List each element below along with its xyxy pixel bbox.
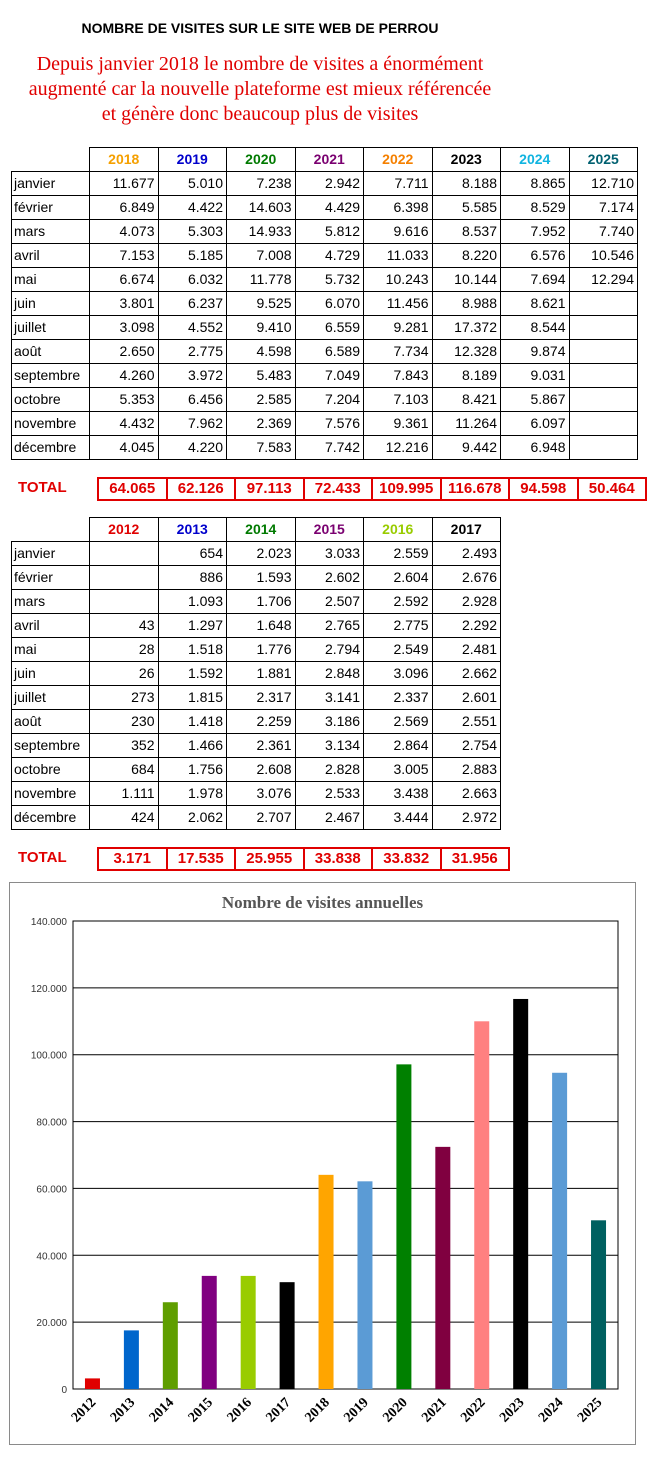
y-tick-label: 80.000	[36, 1117, 67, 1129]
table-cell: 2.602	[295, 566, 364, 590]
table-cell: 4.073	[90, 220, 159, 244]
table-cell: 43	[90, 614, 159, 638]
table-cell: 7.734	[364, 340, 433, 364]
table-cell: 654	[158, 542, 227, 566]
bar	[357, 1181, 372, 1389]
table-cell: 6.237	[158, 292, 227, 316]
subtitle-line: Depuis janvier 2018 le nombre de visites a énormément	[36, 53, 484, 75]
table-cell: 2.928	[432, 590, 501, 614]
table-cell: 2.023	[227, 542, 296, 566]
table-cell: 4.429	[295, 196, 364, 220]
table-cell: 2.493	[432, 542, 501, 566]
table-cell: 2.533	[295, 782, 364, 806]
table-cell: 2.507	[295, 590, 364, 614]
table-cell: 2.775	[364, 614, 433, 638]
table-cell: 6.456	[158, 388, 227, 412]
table-cell: 7.576	[295, 412, 364, 436]
table-cell: 2.559	[364, 542, 433, 566]
table-cell: 2.765	[295, 614, 364, 638]
table-cell: 2.972	[432, 806, 501, 830]
total-cell: 64.065	[98, 478, 167, 500]
table-cell: 12.710	[569, 172, 638, 196]
table-cell: 7.694	[501, 268, 570, 292]
table-cell: 4.220	[158, 436, 227, 460]
month-label: novembre	[12, 412, 90, 436]
table-cell: 2.828	[295, 758, 364, 782]
table-cell: 3.186	[295, 710, 364, 734]
table-cell: 2.569	[364, 710, 433, 734]
table-cell: 2.259	[227, 710, 296, 734]
y-tick-label: 20.000	[36, 1318, 67, 1330]
table-cell: 6.559	[295, 316, 364, 340]
table-cell: 9.281	[364, 316, 433, 340]
table-cell: 6.576	[501, 244, 570, 268]
x-tick-label: 2013	[107, 1395, 139, 1426]
table-cell: 3.098	[90, 316, 159, 340]
total-cell: 33.838	[304, 848, 373, 870]
table-cell: 7.742	[295, 436, 364, 460]
table-cell: 7.049	[295, 364, 364, 388]
table-cell: 3.096	[364, 662, 433, 686]
bar	[163, 1302, 178, 1389]
table-cell: 7.153	[90, 244, 159, 268]
x-tick-label: 2017	[263, 1395, 294, 1426]
month-label: janvier	[12, 172, 90, 196]
table-cell: 9.874	[501, 340, 570, 364]
table-cell: 2.369	[227, 412, 296, 436]
table-cell: 14.933	[227, 220, 296, 244]
year-header: 2019	[158, 148, 227, 172]
table-cell: 8.988	[432, 292, 501, 316]
table-cell: 9.525	[227, 292, 296, 316]
table-cell: 1.592	[158, 662, 227, 686]
year-header: 2012	[90, 518, 159, 542]
table-cell: 2.292	[432, 614, 501, 638]
table-cell: 6.097	[501, 412, 570, 436]
table-cell: 17.372	[432, 316, 501, 340]
total-label-2: TOTAL	[18, 849, 67, 866]
table-cell: 2.317	[227, 686, 296, 710]
table-cell: 7.008	[227, 244, 296, 268]
table-cell: 7.238	[227, 172, 296, 196]
x-tick-label: 2016	[224, 1395, 256, 1426]
table-cell: 9.616	[364, 220, 433, 244]
table-cell: 28	[90, 638, 159, 662]
chart-title: Nombre de visites annuelles	[221, 893, 424, 912]
plot-area	[73, 921, 618, 1389]
month-label: juillet	[12, 316, 90, 340]
table-cell: 8.544	[501, 316, 570, 340]
year-header: 2023	[432, 148, 501, 172]
x-tick-label: 2024	[536, 1395, 567, 1426]
total-cell: 97.113	[235, 478, 304, 500]
bar	[241, 1276, 256, 1389]
table-cell: 10.144	[432, 268, 501, 292]
table-cell: 2.848	[295, 662, 364, 686]
table-cell: 2.662	[432, 662, 501, 686]
table-cell: 2.337	[364, 686, 433, 710]
table-cell: 5.353	[90, 388, 159, 412]
x-tick-label: 2021	[419, 1395, 450, 1426]
table-cell: 11.677	[90, 172, 159, 196]
table-cell: 5.812	[295, 220, 364, 244]
table-cell: 7.103	[364, 388, 433, 412]
table-cell: 1.518	[158, 638, 227, 662]
table-cell: 6.849	[90, 196, 159, 220]
month-label: mars	[12, 590, 90, 614]
table-cell: 5.585	[432, 196, 501, 220]
year-header: 2018	[90, 148, 159, 172]
table-cell: 14.603	[227, 196, 296, 220]
table-cell: 1.978	[158, 782, 227, 806]
table-cell: 1.881	[227, 662, 296, 686]
table-cell: 7.843	[364, 364, 433, 388]
year-header: 2025	[569, 148, 638, 172]
month-label: novembre	[12, 782, 90, 806]
bar	[591, 1220, 606, 1389]
table-cell: 1.093	[158, 590, 227, 614]
table-cell: 6.070	[295, 292, 364, 316]
month-label: mai	[12, 638, 90, 662]
table-cell: 6.032	[158, 268, 227, 292]
table-cell: 2.663	[432, 782, 501, 806]
table-cell: 9.361	[364, 412, 433, 436]
table-cell: 7.583	[227, 436, 296, 460]
month-label: octobre	[12, 758, 90, 782]
table-cell: 7.740	[569, 220, 638, 244]
total-cell: 25.955	[235, 848, 304, 870]
table-cell: 2.775	[158, 340, 227, 364]
y-tick-label: 140.000	[30, 917, 67, 928]
y-tick-label: 100.000	[30, 1050, 67, 1062]
table-cell: 2.361	[227, 734, 296, 758]
table-cell: 8.421	[432, 388, 501, 412]
table-cell: 3.033	[295, 542, 364, 566]
table-cell: 3.141	[295, 686, 364, 710]
table-cell: 1.466	[158, 734, 227, 758]
table-cell: 9.410	[227, 316, 296, 340]
table-cell: 7.962	[158, 412, 227, 436]
year-header: 2024	[501, 148, 570, 172]
total-cell: 116.678	[441, 478, 510, 500]
table-cell: 5.732	[295, 268, 364, 292]
table-cell: 886	[158, 566, 227, 590]
table-cell: 12.216	[364, 436, 433, 460]
table-cell: 7.711	[364, 172, 433, 196]
table-cell: 2.551	[432, 710, 501, 734]
table-cell: 2.592	[364, 590, 433, 614]
year-header: 2013	[158, 518, 227, 542]
total-cell: 3.171	[98, 848, 167, 870]
table-cell: 2.942	[295, 172, 364, 196]
month-label: février	[12, 566, 90, 590]
table-cell: 3.134	[295, 734, 364, 758]
table-cell: 230	[90, 710, 159, 734]
table-cell: 3.444	[364, 806, 433, 830]
total-cell: 72.433	[304, 478, 373, 500]
table-cell: 4.045	[90, 436, 159, 460]
month-label: juillet	[12, 686, 90, 710]
year-header: 2015	[295, 518, 364, 542]
table-cell: 1.418	[158, 710, 227, 734]
table-cell: 7.174	[569, 196, 638, 220]
table-cell: 3.076	[227, 782, 296, 806]
month-label: avril	[12, 614, 90, 638]
bar	[435, 1147, 450, 1389]
table-cell: 11.033	[364, 244, 433, 268]
table-cell: 8.621	[501, 292, 570, 316]
table-cell: 3.972	[158, 364, 227, 388]
bar	[319, 1175, 334, 1389]
table-cell: 8.529	[501, 196, 570, 220]
table-cell: 2.676	[432, 566, 501, 590]
y-tick-label: 120.000	[30, 983, 67, 995]
year-header: 2022	[364, 148, 433, 172]
table-cell: 6.948	[501, 436, 570, 460]
month-label: janvier	[12, 542, 90, 566]
table-cell: 2.062	[158, 806, 227, 830]
table-cell: 4.552	[158, 316, 227, 340]
table-cell: 4.598	[227, 340, 296, 364]
month-label: avril	[12, 244, 90, 268]
total-cell: 33.832	[372, 848, 441, 870]
bar	[280, 1282, 295, 1389]
bar	[85, 1378, 100, 1389]
table-cell: 12.328	[432, 340, 501, 364]
table-cell: 1.111	[90, 782, 159, 806]
bar	[552, 1073, 567, 1389]
bar	[124, 1330, 139, 1389]
y-tick-label: 40.000	[36, 1251, 67, 1263]
total-label-1: TOTAL	[18, 479, 67, 496]
table-cell: 5.867	[501, 388, 570, 412]
month-label: septembre	[12, 364, 90, 388]
table-cell: 424	[90, 806, 159, 830]
table-cell: 2.794	[295, 638, 364, 662]
table-cell: 684	[90, 758, 159, 782]
subtitle-line: et génère donc beaucoup plus de visites	[101, 103, 419, 125]
table-cell: 1.706	[227, 590, 296, 614]
table-cell: 2.754	[432, 734, 501, 758]
total-cell: 50.464	[578, 478, 647, 500]
x-tick-label: 2015	[185, 1395, 217, 1426]
subtitle-line: augmenté car la nouvelle plateforme est mieux référencée	[28, 78, 492, 100]
table-cell: 8.220	[432, 244, 501, 268]
table-cell: 2.608	[227, 758, 296, 782]
x-tick-label: 2018	[302, 1395, 333, 1426]
month-label: juin	[12, 292, 90, 316]
bar	[202, 1276, 217, 1389]
table-cell: 3.438	[364, 782, 433, 806]
month-label: mai	[12, 268, 90, 292]
table-cell: 2.707	[227, 806, 296, 830]
table-cell: 3.005	[364, 758, 433, 782]
table-cell: 8.189	[432, 364, 501, 388]
x-tick-label: 2019	[341, 1395, 372, 1426]
year-header: 2014	[227, 518, 296, 542]
month-label: février	[12, 196, 90, 220]
x-tick-label: 2014	[146, 1395, 178, 1426]
table-cell: 10.243	[364, 268, 433, 292]
table-cell: 8.865	[501, 172, 570, 196]
table-cell: 11.456	[364, 292, 433, 316]
month-label: août	[12, 340, 90, 364]
x-tick-label: 2025	[574, 1395, 606, 1426]
bar	[474, 1021, 489, 1389]
table-cell: 8.537	[432, 220, 501, 244]
table-cell: 6.398	[364, 196, 433, 220]
table-cell: 2.650	[90, 340, 159, 364]
year-header: 2017	[432, 518, 501, 542]
table-cell: 3.801	[90, 292, 159, 316]
month-label: décembre	[12, 806, 90, 830]
table-cell: 2.467	[295, 806, 364, 830]
month-label: décembre	[12, 436, 90, 460]
table-cell: 12.294	[569, 268, 638, 292]
table-cell: 1.815	[158, 686, 227, 710]
year-header: 2021	[295, 148, 364, 172]
table-cell: 5.010	[158, 172, 227, 196]
table-cell: 1.297	[158, 614, 227, 638]
table-cell: 2.601	[432, 686, 501, 710]
table-cell: 2.585	[227, 388, 296, 412]
table-cell: 8.188	[432, 172, 501, 196]
total-cell: 62.126	[167, 478, 236, 500]
x-tick-label: 2020	[380, 1395, 411, 1426]
y-tick-label: 60.000	[36, 1184, 67, 1196]
table-cell: 2.864	[364, 734, 433, 758]
table-cell: 5.185	[158, 244, 227, 268]
table-cell: 4.260	[90, 364, 159, 388]
table-cell: 11.264	[432, 412, 501, 436]
table-cell: 9.442	[432, 436, 501, 460]
table-cell: 4.432	[90, 412, 159, 436]
table-cell: 4.729	[295, 244, 364, 268]
x-tick-label: 2012	[68, 1395, 100, 1426]
table-cell: 2.481	[432, 638, 501, 662]
table-cell: 1.756	[158, 758, 227, 782]
month-label: septembre	[12, 734, 90, 758]
table-cell: 352	[90, 734, 159, 758]
table-cell: 6.589	[295, 340, 364, 364]
table-cell: 5.483	[227, 364, 296, 388]
page-title: NOMBRE DE VISITES SUR LE SITE WEB DE PERROU	[81, 20, 439, 36]
table-cell: 2.549	[364, 638, 433, 662]
bar	[513, 999, 528, 1389]
month-label: juin	[12, 662, 90, 686]
table-cell: 1.593	[227, 566, 296, 590]
bar	[396, 1064, 411, 1389]
month-label: octobre	[12, 388, 90, 412]
table-cell: 6.674	[90, 268, 159, 292]
x-tick-label: 2023	[497, 1395, 528, 1426]
table-cell: 26	[90, 662, 159, 686]
table-cell: 4.422	[158, 196, 227, 220]
month-label: mars	[12, 220, 90, 244]
month-label: août	[12, 710, 90, 734]
table-cell: 7.952	[501, 220, 570, 244]
total-cell: 17.535	[167, 848, 236, 870]
x-tick-label: 2022	[458, 1395, 489, 1426]
table-cell: 7.204	[295, 388, 364, 412]
table-cell: 1.648	[227, 614, 296, 638]
total-cell: 94.598	[509, 478, 578, 500]
year-header: 2016	[364, 518, 433, 542]
table-cell: 1.776	[227, 638, 296, 662]
total-cell: 109.995	[372, 478, 441, 500]
year-header: 2020	[227, 148, 296, 172]
table-cell: 2.604	[364, 566, 433, 590]
table-cell: 11.778	[227, 268, 296, 292]
table-cell: 9.031	[501, 364, 570, 388]
table-cell: 2.883	[432, 758, 501, 782]
table-cell: 273	[90, 686, 159, 710]
table-cell: 5.303	[158, 220, 227, 244]
y-tick-label: 0	[61, 1385, 67, 1396]
table-cell: 10.546	[569, 244, 638, 268]
total-cell: 31.956	[441, 848, 510, 870]
